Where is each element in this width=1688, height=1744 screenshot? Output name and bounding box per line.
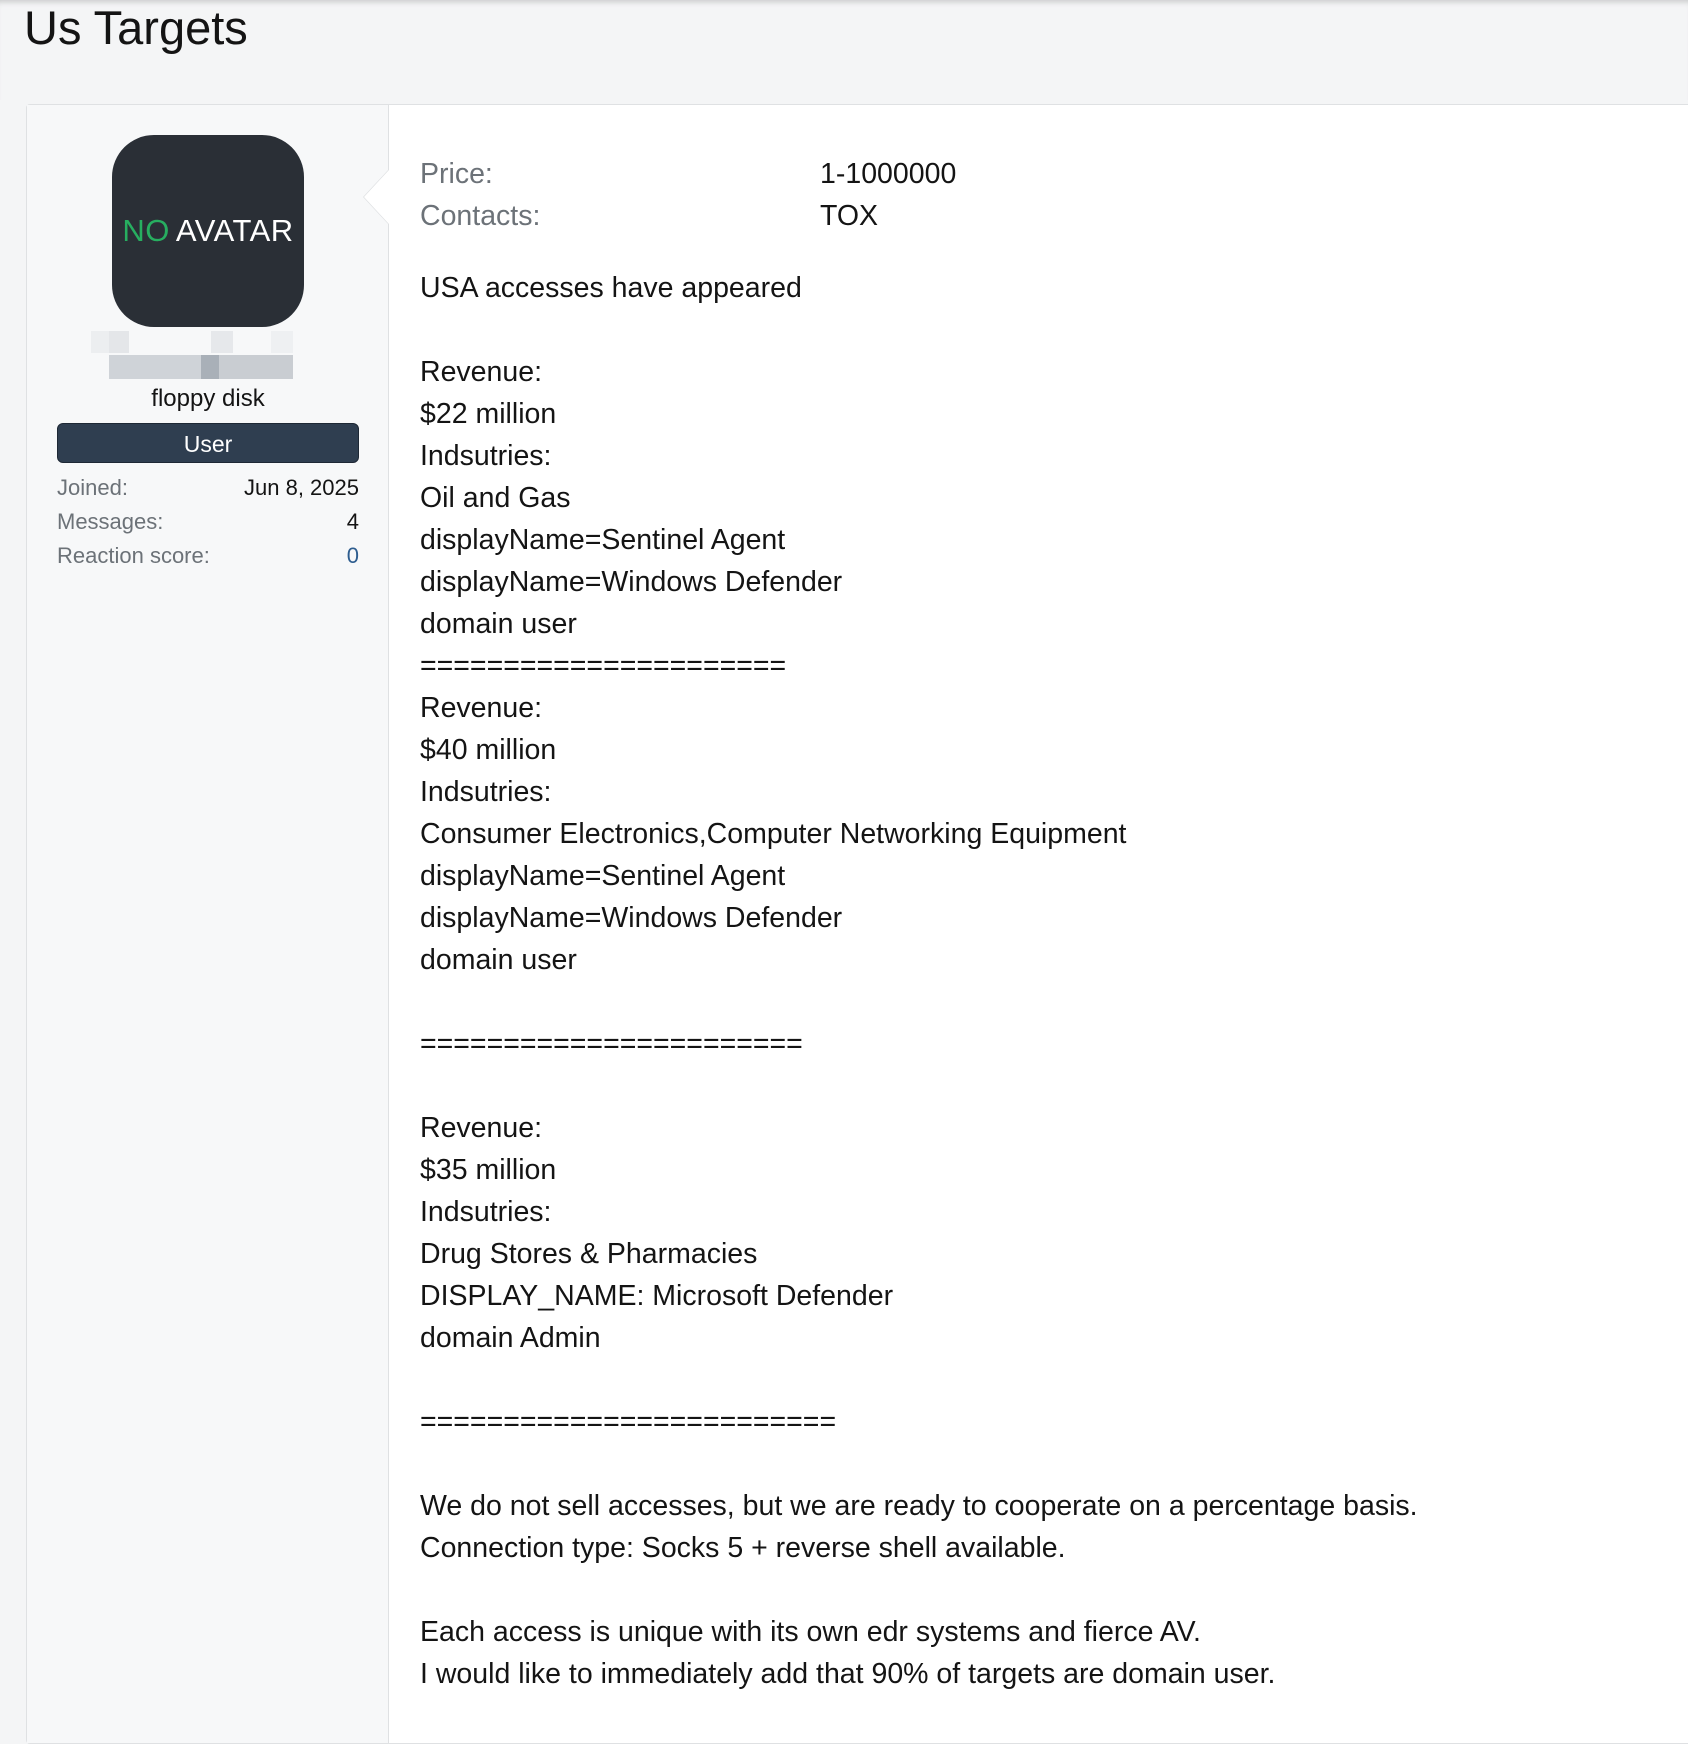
body-line: domain user [420,608,577,640]
body-line [420,1065,1670,1107]
stat-label: Joined: [57,475,128,500]
user-stats [57,471,359,573]
body-line: $22 million [420,398,557,430]
body-line: Drug Stores & Pharmacies [420,1238,758,1270]
stat-label: Reaction score: [57,543,210,568]
body-line: Revenue: [420,1112,543,1144]
page-title: Us Targets [24,1,248,54]
field-value: TOX [820,200,879,232]
username[interactable]: floppy disk [151,385,265,412]
stat-value: Jun 8, 2025 [244,475,359,500]
avatar-no-text: NO [122,213,170,248]
body-line: displayName=Sentinel Agent [420,860,786,892]
body-line: Indsutries: [420,776,552,808]
body-line: Revenue: [420,356,543,388]
stat-messages [57,505,359,539]
body-line: Oil and Gas [420,482,571,514]
field-label: Contacts: [420,200,541,232]
body-line [420,309,1670,351]
body-line: Consumer Electronics,Computer Networking Equipment [420,818,1127,850]
field-contacts [420,195,1670,237]
body-line: $35 million [420,1154,557,1186]
stat-joined [57,471,359,505]
body-line: domain Admin [420,1322,601,1354]
body-line: Indsutries: [420,440,552,472]
avatar-label-text: AVATAR [175,213,294,248]
body-line: Connection type: Socks 5 + reverse shell available. [420,1532,1066,1564]
separator-line: ======================= [420,1028,803,1060]
reaction-score-link[interactable]: 0 [346,543,359,568]
body-line: Each access is unique with its own edr systems and fierce AV. [420,1616,1201,1648]
separator-line: ====================== [420,650,787,682]
field-label: Price: [420,158,493,190]
stat-label: Messages: [57,509,164,534]
body-line: displayName=Sentinel Agent [420,524,786,556]
body-line [420,1443,1670,1485]
body-line: $40 million [420,734,557,766]
post-message [26,104,1688,1744]
body-line: displayName=Windows Defender [420,566,843,598]
blurred-user-title [91,331,319,383]
stat-value: 4 [346,509,359,534]
body-line: displayName=Windows Defender [420,902,843,934]
post-author-panel [27,105,389,1743]
user-role-badge: User [57,423,359,463]
separator-line: ========================= [420,1406,837,1438]
post-content [420,153,1670,1695]
message-pointer-arrow [363,169,389,225]
body-line: Revenue: [420,692,543,724]
message-body [420,267,1670,1695]
body-line: Indsutries: [420,1196,552,1228]
page-header [0,0,1688,100]
body-line: We do not sell accesses, but we are ready to cooperate on a percentage basis. [420,1490,1418,1522]
body-line: I would like to immediately add that 90% of targets are domain user. [420,1658,1276,1690]
field-price [420,153,1670,195]
body-line [420,1359,1670,1401]
body-line: USA accesses have appeared [420,272,802,304]
body-line: domain user [420,944,577,976]
field-value: 1-1000000 [820,158,957,190]
body-line [420,1569,1670,1611]
avatar[interactable] [112,135,304,327]
body-line: DISPLAY_NAME: Microsoft Defender [420,1280,894,1312]
body-line [420,981,1670,1023]
stat-reaction-score [57,539,359,573]
